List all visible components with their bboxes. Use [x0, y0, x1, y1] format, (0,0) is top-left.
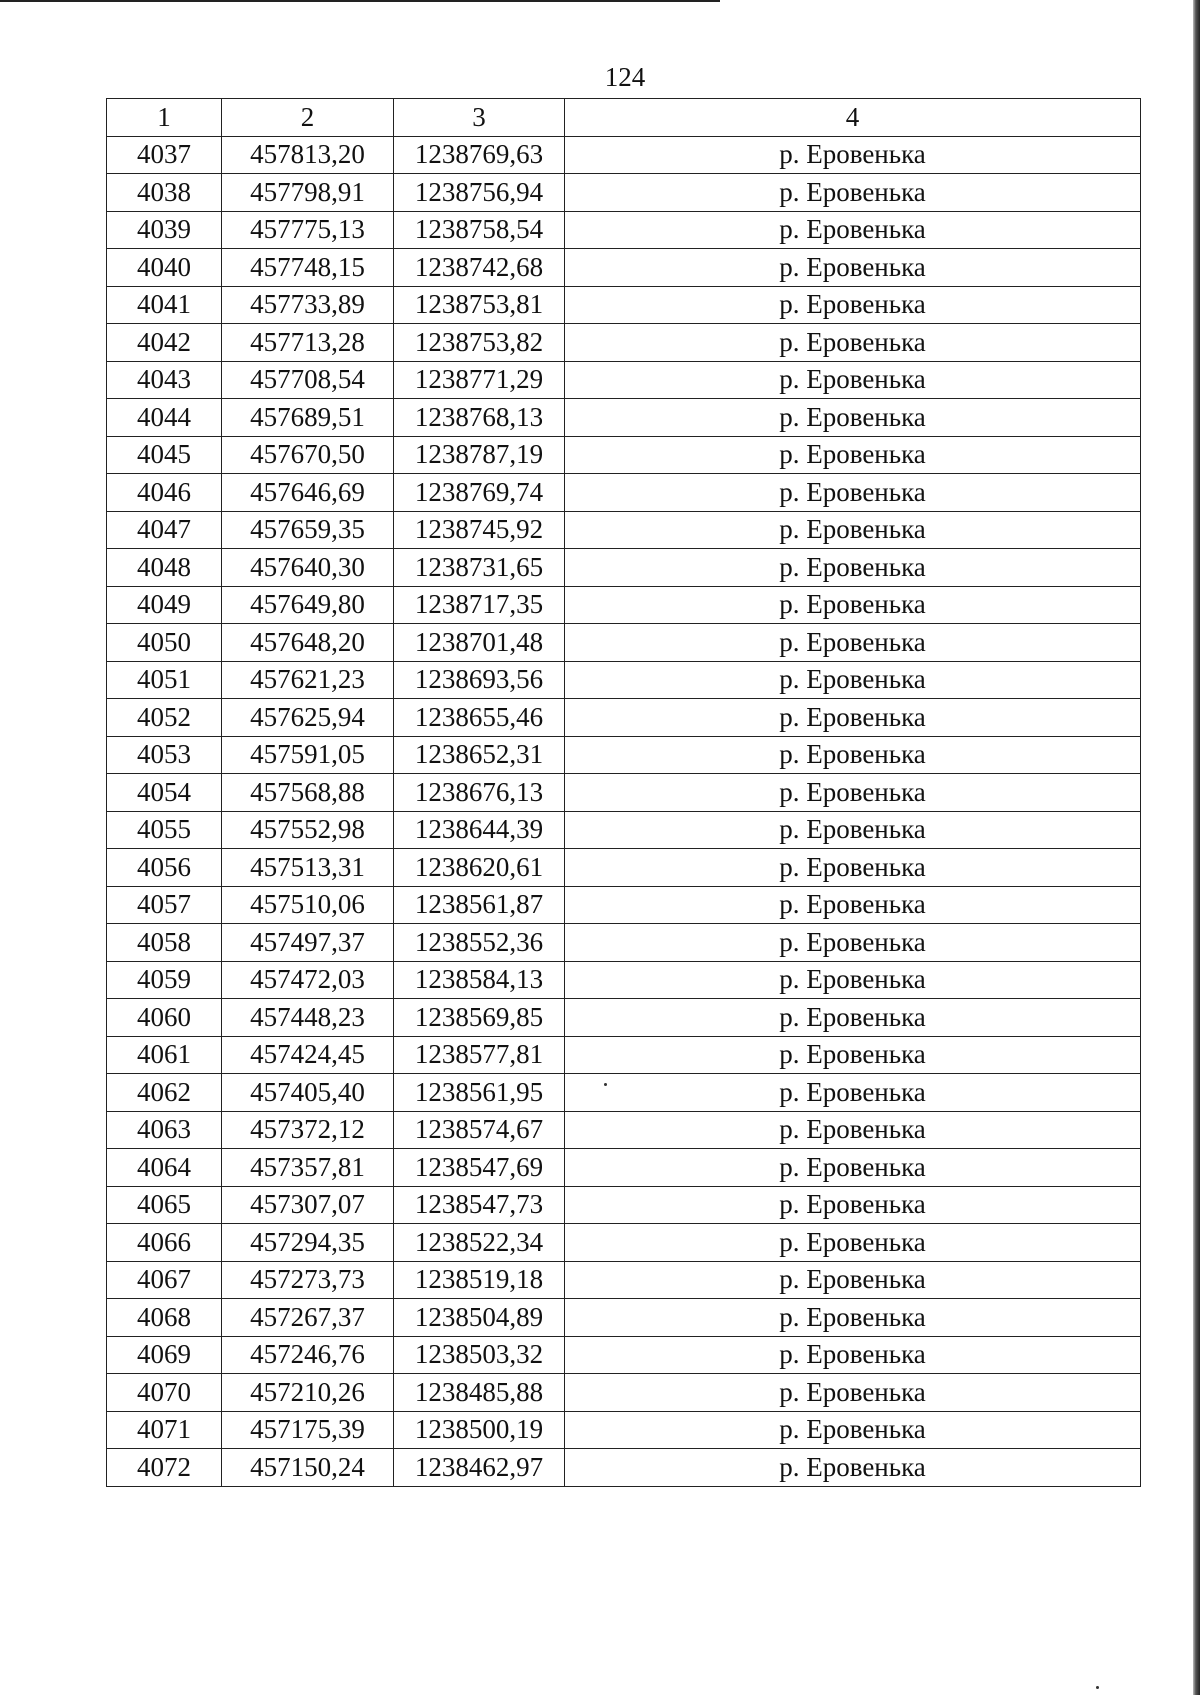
x-coordinate-cell: 457513,31 — [222, 849, 394, 887]
x-coordinate-cell: 457150,24 — [222, 1449, 394, 1487]
table-row — [107, 1411, 1141, 1449]
point-number-cell: 4038 — [107, 174, 222, 212]
x-coordinate-cell: 457175,39 — [222, 1411, 394, 1449]
object-name-cell: р. Еровенька — [565, 361, 1141, 399]
table-row — [107, 549, 1141, 587]
point-number-cell: 4059 — [107, 961, 222, 999]
y-coordinate-cell: 1238769,63 — [394, 136, 565, 174]
table-row — [107, 1224, 1141, 1262]
table-row — [107, 1299, 1141, 1337]
object-name-cell: р. Еровенька — [565, 436, 1141, 474]
x-coordinate-cell: 457659,35 — [222, 511, 394, 549]
x-coordinate-cell: 457210,26 — [222, 1374, 394, 1412]
table-row — [107, 1111, 1141, 1149]
y-coordinate-cell: 1238753,81 — [394, 286, 565, 324]
point-number-cell: 4040 — [107, 249, 222, 287]
table-row — [107, 174, 1141, 212]
point-number-cell: 4067 — [107, 1261, 222, 1299]
table-row — [107, 1374, 1141, 1412]
object-name-cell: р. Еровенька — [565, 1411, 1141, 1449]
y-coordinate-cell: 1238756,94 — [394, 174, 565, 212]
y-coordinate-cell: 1238485,88 — [394, 1374, 565, 1412]
y-coordinate-cell: 1238584,13 — [394, 961, 565, 999]
object-name-cell: р. Еровенька — [565, 1299, 1141, 1337]
y-coordinate-cell: 1238577,81 — [394, 1036, 565, 1074]
x-coordinate-cell: 457497,37 — [222, 924, 394, 962]
y-coordinate-cell: 1238569,85 — [394, 999, 565, 1037]
y-coordinate-cell: 1238717,35 — [394, 586, 565, 624]
point-number-cell: 4043 — [107, 361, 222, 399]
y-coordinate-cell: 1238547,69 — [394, 1149, 565, 1187]
point-number-cell: 4071 — [107, 1411, 222, 1449]
y-coordinate-cell: 1238769,74 — [394, 474, 565, 512]
y-coordinate-cell: 1238462,97 — [394, 1449, 565, 1487]
x-coordinate-cell: 457649,80 — [222, 586, 394, 624]
object-name-cell: р. Еровенька — [565, 736, 1141, 774]
y-coordinate-cell: 1238574,67 — [394, 1111, 565, 1149]
point-number-cell: 4057 — [107, 886, 222, 924]
x-coordinate-cell: 457591,05 — [222, 736, 394, 774]
object-name-cell: р. Еровенька — [565, 1336, 1141, 1374]
point-number-cell: 4058 — [107, 924, 222, 962]
x-coordinate-cell: 457294,35 — [222, 1224, 394, 1262]
object-name-cell: р. Еровенька — [565, 886, 1141, 924]
object-name-cell: р. Еровенька — [565, 586, 1141, 624]
x-coordinate-cell: 457267,37 — [222, 1299, 394, 1337]
point-number-cell: 4045 — [107, 436, 222, 474]
y-coordinate-cell: 1238753,82 — [394, 324, 565, 362]
x-coordinate-cell: 457625,94 — [222, 699, 394, 737]
x-coordinate-cell: 457689,51 — [222, 399, 394, 437]
x-coordinate-cell: 457448,23 — [222, 999, 394, 1037]
table-row — [107, 886, 1141, 924]
y-coordinate-cell: 1238768,13 — [394, 399, 565, 437]
point-number-cell: 4039 — [107, 211, 222, 249]
table-row — [107, 624, 1141, 662]
point-number-cell: 4060 — [107, 999, 222, 1037]
y-coordinate-cell: 1238504,89 — [394, 1299, 565, 1337]
object-name-cell: р. Еровенька — [565, 624, 1141, 662]
x-coordinate-cell: 457813,20 — [222, 136, 394, 174]
y-coordinate-cell: 1238644,39 — [394, 811, 565, 849]
point-number-cell: 4051 — [107, 661, 222, 699]
y-coordinate-cell: 1238552,36 — [394, 924, 565, 962]
point-number-cell: 4041 — [107, 286, 222, 324]
x-coordinate-cell: 457775,13 — [222, 211, 394, 249]
y-coordinate-cell: 1238519,18 — [394, 1261, 565, 1299]
point-number-cell: 4063 — [107, 1111, 222, 1149]
point-number-cell: 4053 — [107, 736, 222, 774]
table-row — [107, 361, 1141, 399]
table-row — [107, 849, 1141, 887]
table-row — [107, 249, 1141, 287]
x-coordinate-cell: 457552,98 — [222, 811, 394, 849]
y-coordinate-cell: 1238500,19 — [394, 1411, 565, 1449]
object-name-cell: р. Еровенька — [565, 849, 1141, 887]
x-coordinate-cell: 457798,91 — [222, 174, 394, 212]
table-row — [107, 924, 1141, 962]
y-coordinate-cell: 1238676,13 — [394, 774, 565, 812]
point-number-cell: 4054 — [107, 774, 222, 812]
table-row — [107, 1149, 1141, 1187]
column-header-4: 4 — [565, 99, 1141, 137]
page-top-rule — [0, 0, 720, 2]
table-row — [107, 1449, 1141, 1487]
point-number-cell: 4072 — [107, 1449, 222, 1487]
object-name-cell: р. Еровенька — [565, 1074, 1141, 1112]
object-name-cell: р. Еровенька — [565, 474, 1141, 512]
object-name-cell: р. Еровенька — [565, 1111, 1141, 1149]
object-name-cell: р. Еровенька — [565, 924, 1141, 962]
point-number-cell: 4064 — [107, 1149, 222, 1187]
object-name-cell: р. Еровенька — [565, 1374, 1141, 1412]
point-number-cell: 4055 — [107, 811, 222, 849]
table-row — [107, 736, 1141, 774]
x-coordinate-cell: 457708,54 — [222, 361, 394, 399]
point-number-cell: 4061 — [107, 1036, 222, 1074]
point-number-cell: 4048 — [107, 549, 222, 587]
x-coordinate-cell: 457372,12 — [222, 1111, 394, 1149]
table-row — [107, 324, 1141, 362]
object-name-cell: р. Еровенька — [565, 811, 1141, 849]
point-number-cell: 4042 — [107, 324, 222, 362]
coordinates-table — [106, 98, 1141, 1487]
object-name-cell: р. Еровенька — [565, 399, 1141, 437]
table-row — [107, 211, 1141, 249]
table-row — [107, 1336, 1141, 1374]
object-name-cell: р. Еровенька — [565, 174, 1141, 212]
table-row — [107, 774, 1141, 812]
table-row — [107, 811, 1141, 849]
y-coordinate-cell: 1238652,31 — [394, 736, 565, 774]
y-coordinate-cell: 1238787,19 — [394, 436, 565, 474]
table-row — [107, 399, 1141, 437]
x-coordinate-cell: 457648,20 — [222, 624, 394, 662]
x-coordinate-cell: 457670,50 — [222, 436, 394, 474]
x-coordinate-cell: 457307,07 — [222, 1186, 394, 1224]
y-coordinate-cell: 1238701,48 — [394, 624, 565, 662]
y-coordinate-cell: 1238731,65 — [394, 549, 565, 587]
y-coordinate-cell: 1238742,68 — [394, 249, 565, 287]
point-number-cell: 4056 — [107, 849, 222, 887]
object-name-cell: р. Еровенька — [565, 1224, 1141, 1262]
y-coordinate-cell: 1238503,32 — [394, 1336, 565, 1374]
table-row — [107, 136, 1141, 174]
table-row — [107, 436, 1141, 474]
object-name-cell: р. Еровенька — [565, 211, 1141, 249]
object-name-cell: р. Еровенька — [565, 961, 1141, 999]
table-row — [107, 1261, 1141, 1299]
table-row — [107, 999, 1141, 1037]
y-coordinate-cell: 1238758,54 — [394, 211, 565, 249]
point-number-cell: 4050 — [107, 624, 222, 662]
object-name-cell: р. Еровенька — [565, 661, 1141, 699]
table-row — [107, 1074, 1141, 1112]
table-row — [107, 961, 1141, 999]
object-name-cell: р. Еровенька — [565, 286, 1141, 324]
table-row — [107, 474, 1141, 512]
x-coordinate-cell: 457733,89 — [222, 286, 394, 324]
point-number-cell: 4068 — [107, 1299, 222, 1337]
x-coordinate-cell: 457246,76 — [222, 1336, 394, 1374]
scan-edge-shadow — [1193, 0, 1200, 1695]
x-coordinate-cell: 457472,03 — [222, 961, 394, 999]
table-row — [107, 1036, 1141, 1074]
point-number-cell: 4065 — [107, 1186, 222, 1224]
point-number-cell: 4047 — [107, 511, 222, 549]
point-number-cell: 4046 — [107, 474, 222, 512]
x-coordinate-cell: 457510,06 — [222, 886, 394, 924]
x-coordinate-cell: 457568,88 — [222, 774, 394, 812]
table-body — [107, 136, 1141, 1486]
object-name-cell: р. Еровенька — [565, 1036, 1141, 1074]
x-coordinate-cell: 457646,69 — [222, 474, 394, 512]
column-header-1: 1 — [107, 99, 222, 137]
x-coordinate-cell: 457405,40 — [222, 1074, 394, 1112]
object-name-cell: р. Еровенька — [565, 1261, 1141, 1299]
y-coordinate-cell: 1238655,46 — [394, 699, 565, 737]
scan-speck — [604, 1083, 607, 1086]
y-coordinate-cell: 1238620,61 — [394, 849, 565, 887]
scan-speck — [1096, 1686, 1099, 1689]
object-name-cell: р. Еровенька — [565, 511, 1141, 549]
table-row — [107, 699, 1141, 737]
object-name-cell: р. Еровенька — [565, 249, 1141, 287]
page-number: 124 — [604, 62, 646, 92]
object-name-cell: р. Еровенька — [565, 324, 1141, 362]
y-coordinate-cell: 1238561,95 — [394, 1074, 565, 1112]
object-name-cell: р. Еровенька — [565, 136, 1141, 174]
column-header-2: 2 — [222, 99, 394, 137]
y-coordinate-cell: 1238693,56 — [394, 661, 565, 699]
point-number-cell: 4037 — [107, 136, 222, 174]
object-name-cell: р. Еровенька — [565, 1449, 1141, 1487]
x-coordinate-cell: 457713,28 — [222, 324, 394, 362]
table-row — [107, 286, 1141, 324]
point-number-cell: 4069 — [107, 1336, 222, 1374]
table-header-row — [107, 99, 1141, 137]
column-header-3: 3 — [394, 99, 565, 137]
object-name-cell: р. Еровенька — [565, 774, 1141, 812]
x-coordinate-cell: 457273,73 — [222, 1261, 394, 1299]
object-name-cell: р. Еровенька — [565, 1149, 1141, 1187]
y-coordinate-cell: 1238547,73 — [394, 1186, 565, 1224]
table-row — [107, 586, 1141, 624]
point-number-cell: 4066 — [107, 1224, 222, 1262]
x-coordinate-cell: 457621,23 — [222, 661, 394, 699]
x-coordinate-cell: 457424,45 — [222, 1036, 394, 1074]
y-coordinate-cell: 1238561,87 — [394, 886, 565, 924]
y-coordinate-cell: 1238771,29 — [394, 361, 565, 399]
point-number-cell: 4052 — [107, 699, 222, 737]
object-name-cell: р. Еровенька — [565, 1186, 1141, 1224]
point-number-cell: 4070 — [107, 1374, 222, 1412]
y-coordinate-cell: 1238522,34 — [394, 1224, 565, 1262]
object-name-cell: р. Еровенька — [565, 549, 1141, 587]
x-coordinate-cell: 457748,15 — [222, 249, 394, 287]
table-row — [107, 661, 1141, 699]
x-coordinate-cell: 457640,30 — [222, 549, 394, 587]
point-number-cell: 4049 — [107, 586, 222, 624]
y-coordinate-cell: 1238745,92 — [394, 511, 565, 549]
x-coordinate-cell: 457357,81 — [222, 1149, 394, 1187]
point-number-cell: 4044 — [107, 399, 222, 437]
point-number-cell: 4062 — [107, 1074, 222, 1112]
object-name-cell: р. Еровенька — [565, 999, 1141, 1037]
table-row — [107, 1186, 1141, 1224]
object-name-cell: р. Еровенька — [565, 699, 1141, 737]
table-row — [107, 511, 1141, 549]
